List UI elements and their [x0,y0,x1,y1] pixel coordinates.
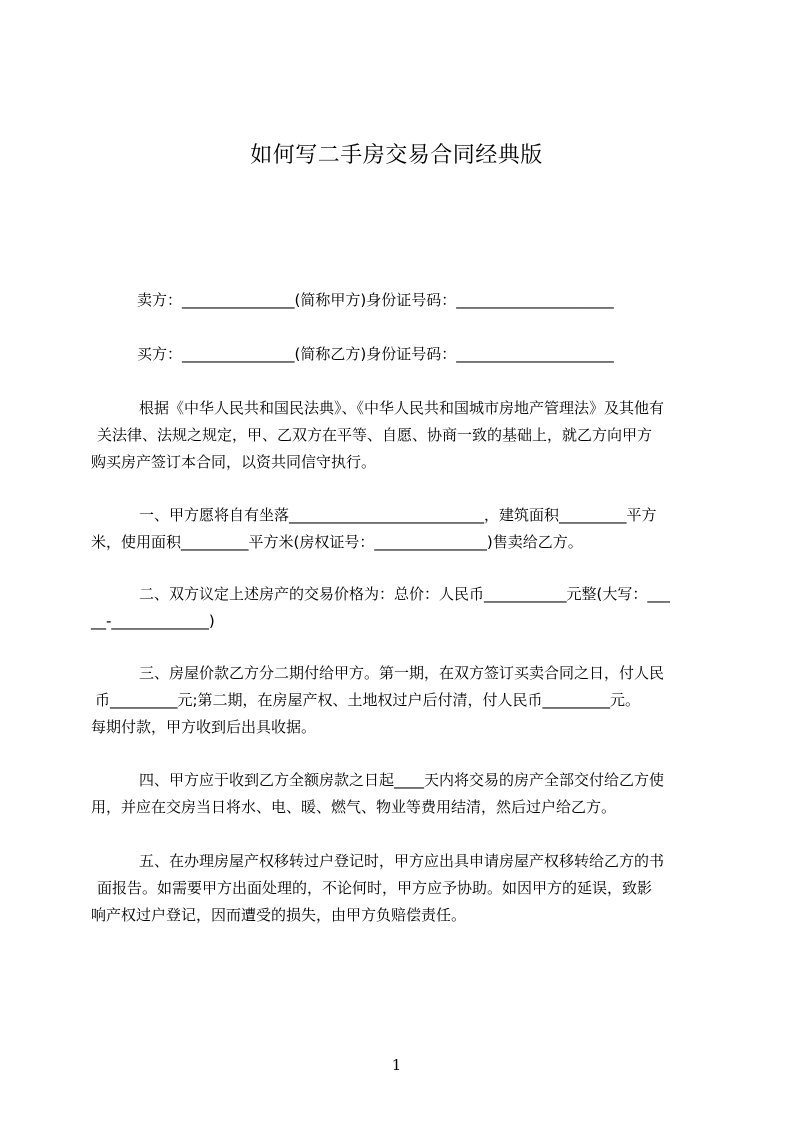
clause-1-line-1: 一、甲方愿将自有坐落__________________________，建筑面积_________平方 [139,506,657,524]
clause-5-line-1: 五、在办理房屋产权移转过户登记时，甲方应出具申请房屋产权移转给乙方的书 [139,852,665,870]
clause-3-line-2: 币_________元;第二期，在房屋产权、土地权过户后付清，付人民币_________元。 [95,691,641,709]
clause-2-line-2: __-_____________) [91,612,215,630]
clause-5-line-3: 响产权过户登记，因而遭受的损失，由甲方负赔偿责任。 [91,906,467,924]
clause-3-line-1: 三、房屋价款乙方分二期付给甲方。第一期，在双方签订买卖合同之日，付人民 [139,664,665,682]
seller-party-line: 卖方：_______________(简称甲方)身份证号码：_____________________ [137,291,614,309]
page-number: 1 [391,1056,402,1074]
preamble-line-1: 根据《中华人民共和国民法典》、《中华人民共和国城市房地产管理法》及其他有 [139,399,665,417]
clause-3-line-3: 每期付款，甲方收到后出具收据。 [91,718,317,736]
clause-4-line-1: 四、甲方应于收到乙方全额房款之日起____天内将交易的房产全部交付给乙方使 [139,771,665,789]
clause-1-line-2: 米，使用面积_________平方米(房权证号：_______________)售卖给乙方。 [91,533,583,551]
clause-2-line-1: 二、双方议定上述房产的交易价格为：总价：人民币___________元整(大写：___ [139,585,670,603]
document-title: 如何写二手房交易合同经典版 [250,143,543,168]
preamble-line-3: 购买房产签订本合同，以资共同信守执行。 [91,453,377,471]
buyer-party-line: 买方：_______________(简称乙方)身份证号码：_____________________ [137,345,614,363]
clause-5-line-2: 面报告。如需要甲方出面处理的，不论何时，甲方应予协助。如因甲方的延误，致影 [97,879,653,897]
clause-4-line-2: 用，并应在交房当日将水、电、暖、燃气、物业等费用结清，然后过户给乙方。 [91,798,617,816]
preamble-line-2: 关法律、法规之规定，甲、乙双方在平等、自愿、协商一致的基础上，就乙方向甲方 [97,426,653,444]
